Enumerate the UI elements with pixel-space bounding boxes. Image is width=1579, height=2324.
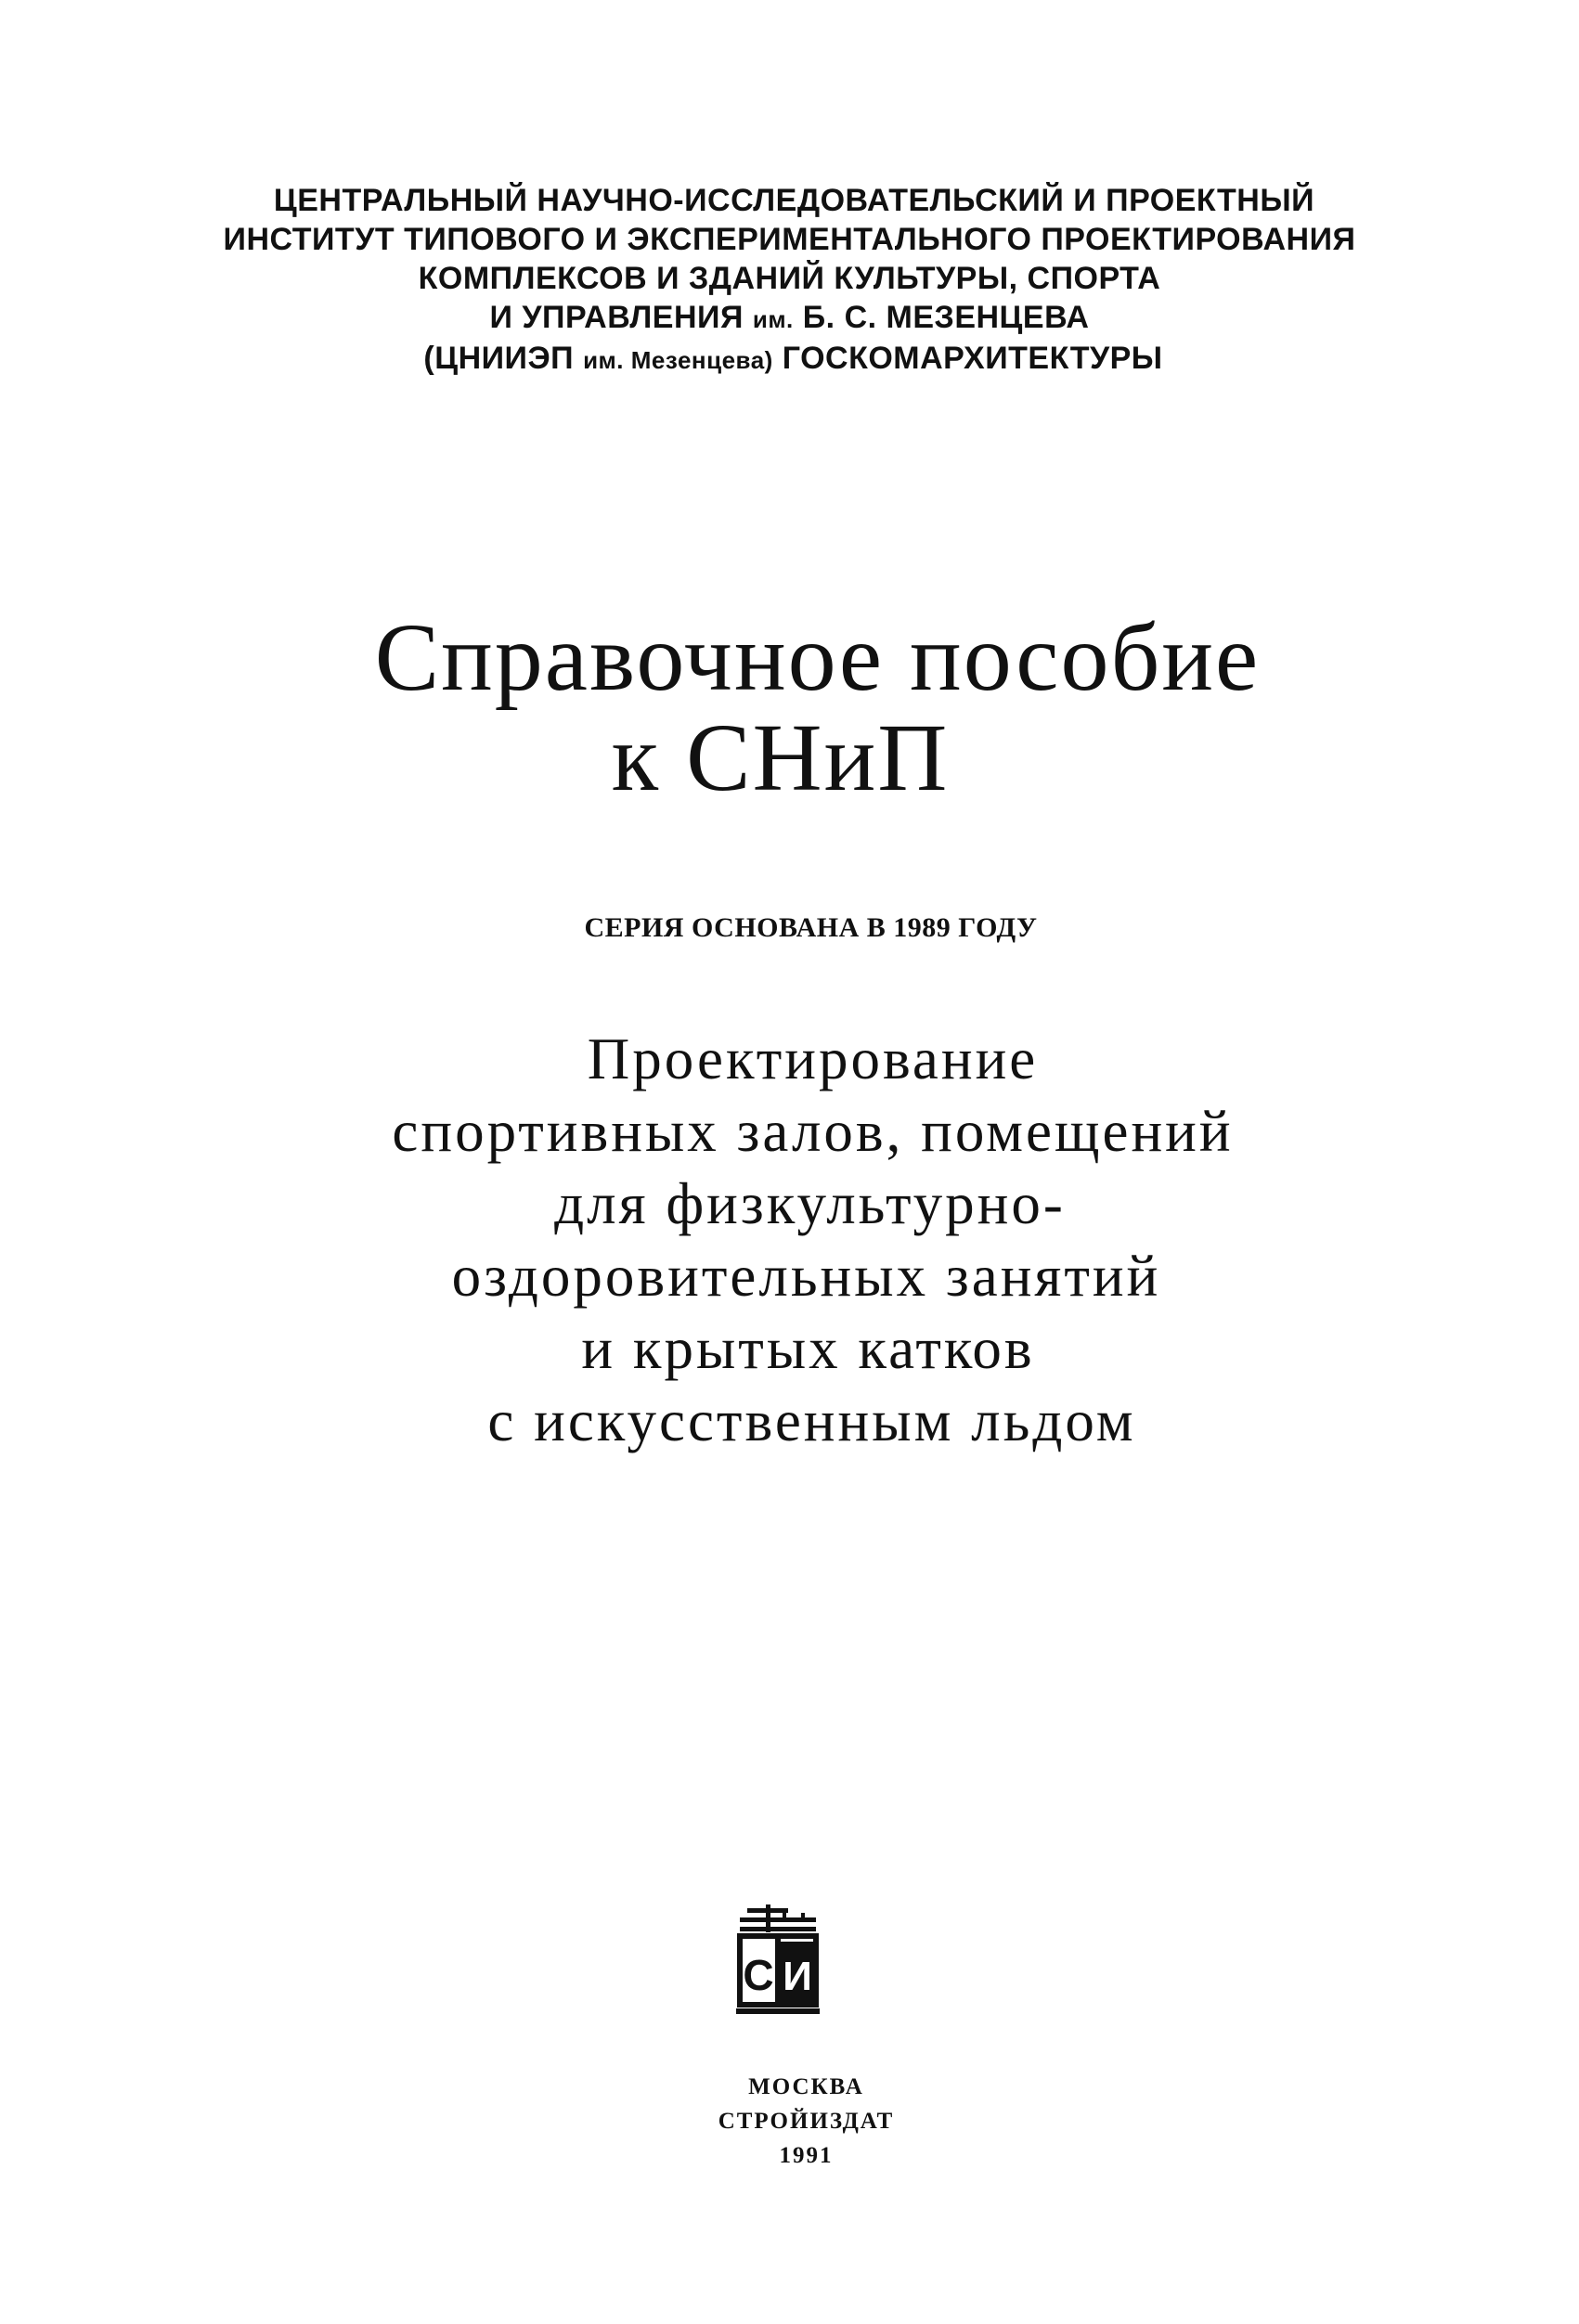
institute-line-4 [0,298,1579,339]
institute-header [0,181,1579,380]
institute-line-5-part-b: им. Мезенцева) [583,346,773,374]
institute-line-5 [4,339,1579,380]
institute-line-4-part-a: И УПРАВЛЕНИЯ [489,300,753,335]
institute-line-5-part-a: (ЦНИИЭП [423,341,584,376]
institute-line-3: КОМПЛЕКСОВ И ЗДАНИЙ КУЛЬТУРЫ, СПОРТА [418,261,1161,296]
institute-line-5-part-c: ГОСКОМАРХИТЕКТУРЫ [772,341,1163,376]
book-title-line-6: с искусственным льдом [487,1388,1136,1453]
institute-line-4-part-c: Б. С. МЕЗЕНЦЕВА [793,300,1090,335]
series-title [0,604,1579,811]
institute-line-2: ИНСТИТУТ ТИПОВОГО И ЭКСПЕРИМЕНТАЛЬНОГО ПРОЕКТИРОВАНИЯ [223,222,1356,257]
book-title [0,1023,1579,1457]
institute-line-1: ЦЕНТРАЛЬНЫЙ НАУЧНО-ИССЛЕДОВАТЕЛЬСКИЙ И ПРОЕКТНЫЙ [273,183,1315,218]
book-title-line-4: оздоровительных занятий [451,1244,1161,1309]
logo-letter-i: И [783,1954,812,1999]
book-title-line-3: для физкультурно- [554,1171,1066,1236]
imprint-year: 1991 [779,2143,834,2168]
book-title-line-5: и крытых катков [581,1316,1035,1381]
series-title-line-1: Справочное пособие [374,604,1261,711]
series-founded-text: СЕРИЯ ОСНОВАНА В 1989 ГОДУ [584,912,1038,943]
imprint [0,2070,1579,2173]
imprint-publisher: СТРОЙИЗДАТ [718,2109,895,2134]
institute-line-4-part-b: им. [752,305,794,333]
stroiizdat-logo-icon [727,1904,838,2025]
logo-letter-s: С [743,1951,774,1999]
book-title-line-2: спортивных залов, помещений [392,1099,1234,1164]
series-title-line-2: к СНиП [611,704,950,811]
book-title-line-1: Проектирование [587,1026,1039,1091]
imprint-city: МОСКВА [748,2074,864,2099]
series-founded-note [0,911,1579,945]
